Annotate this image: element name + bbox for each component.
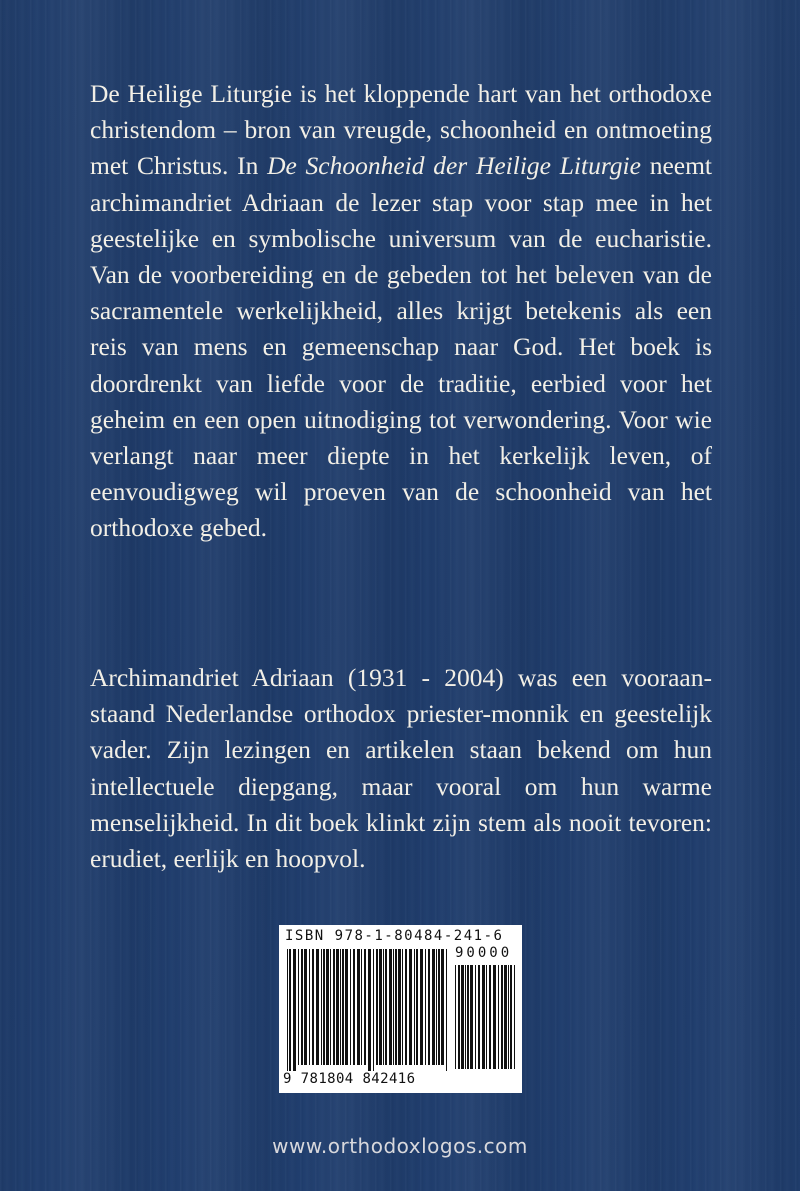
blurb-text-start: De Heilige Liturgie is het kloppende hart van het orthodoxe christendom – bron van vreugde, schoonheid en ontmoeting met Christus. In [90, 79, 712, 181]
isbn-label: ISBN 978-1-80484-241-6 [285, 928, 504, 944]
ean-digits: 9 781804 842416 [283, 1071, 416, 1087]
blurb-paragraph-1 [90, 76, 712, 547]
blurb-text-end: neemt archimandriet Adriaan de lezer stap voor stap mee in het geestelijke en symbolische universum van de eucharistie. Van de voorbereiding en de gebeden tot het beleven van de sacramentele werkelijkheid, alles krijgt betekenis als een reis van mens en gemeenschap naar God. Het boek is doordrenkt van liefde voor de traditie, eerbied voor het geheim en een open uitnodiging tot verwondering. Voor wie verlangt naar meer diepte in het kerkelijk leven, of eenvoudigweg wil proeven van de schoonheid van het orthodoxe gebed. [90, 151, 713, 543]
author-bio: Archimandriet Adriaan (1931 - 2004) was een vooraanstaand Nederlandse orthodox priester-monnik en geestelijk vader. Zijn lezingen en artikelen staan bekend om hun intellectuele diepgang, maar vooral om hun warme menselijkheid. In dit boek klinkt zijn stem als nooit tevoren: erudiet, eerlijk en hoopvol. [90, 663, 712, 874]
price-addon-code: 90000 [455, 945, 513, 961]
book-title: De Schoonheid der Heilige Liturgie [267, 151, 641, 181]
addon-barcode [455, 965, 515, 1069]
ean-barcode [287, 949, 447, 1071]
publisher-website: www.orthodoxlogos.com [272, 1134, 528, 1158]
barcode-panel [279, 925, 522, 1093]
